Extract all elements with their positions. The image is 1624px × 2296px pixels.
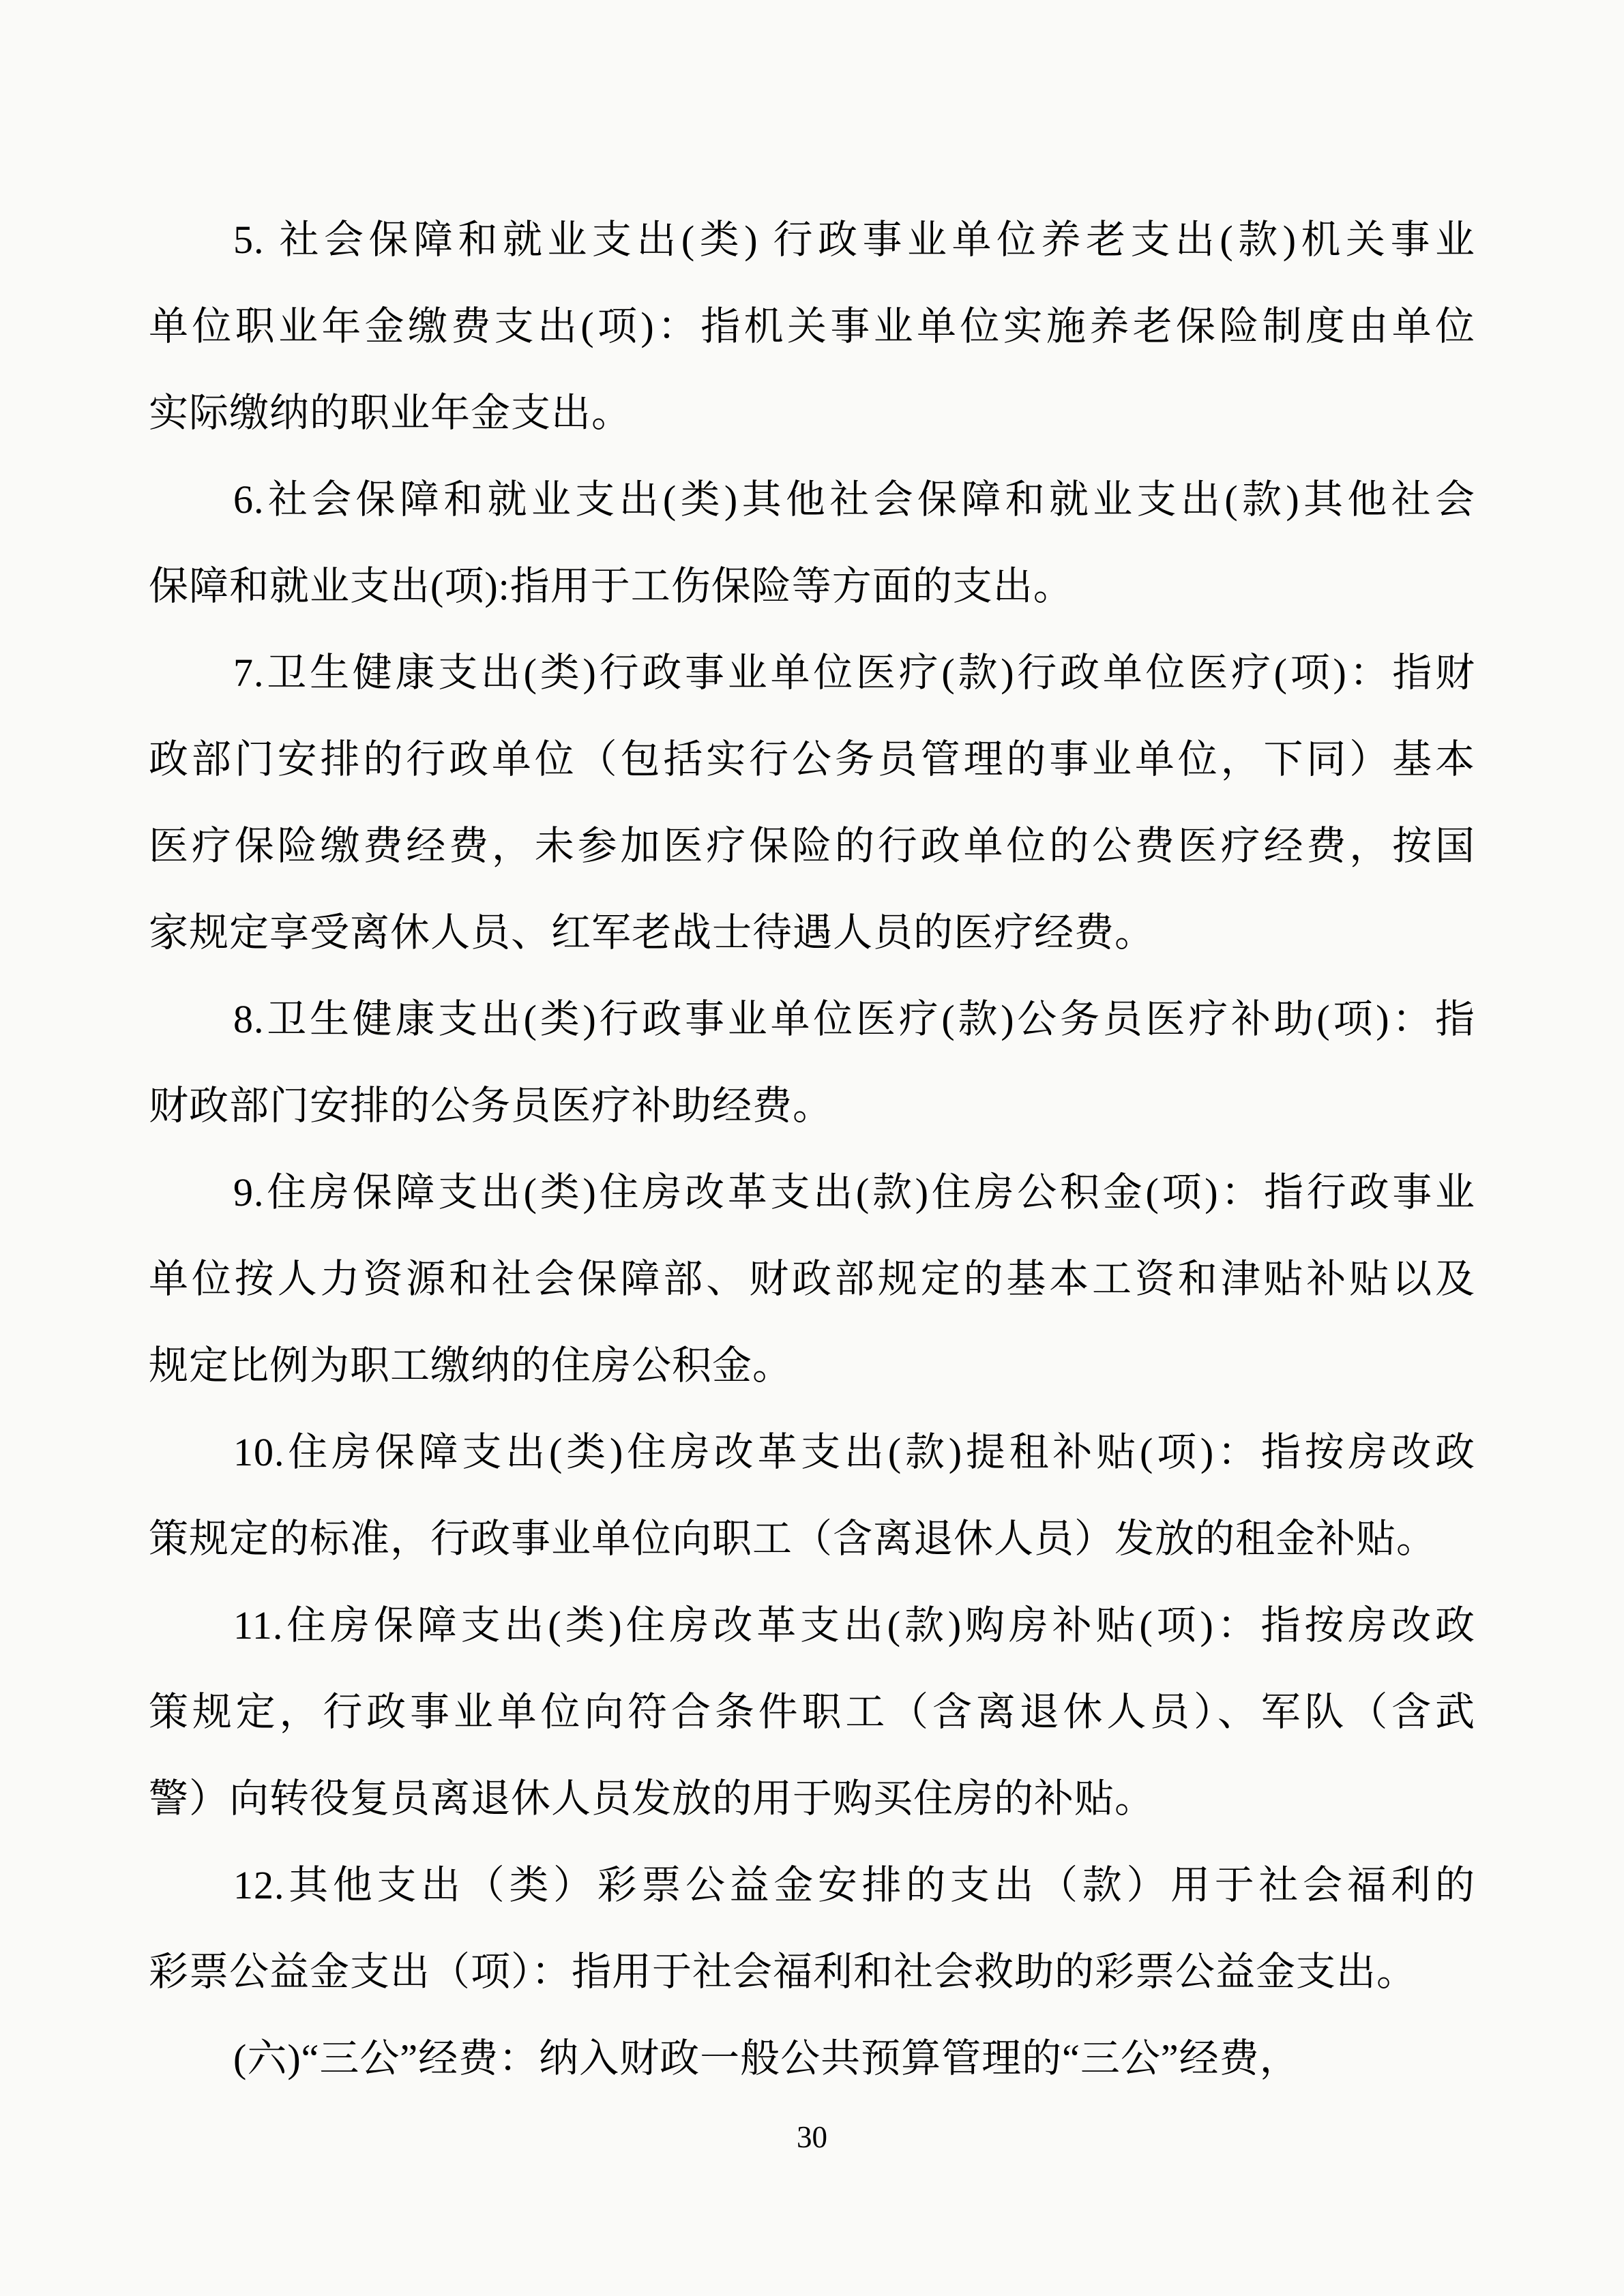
text-line: 实际缴纳的职业年金支出。	[149, 391, 632, 435]
paragraph-item-9	[149, 1149, 1475, 1409]
text-line: 政部门安排的行政单位（包括实行公务员管理的事业单位，下同）基本	[149, 737, 1475, 781]
document-body	[149, 196, 1475, 2102]
paragraph-item-7	[149, 629, 1475, 976]
text-line: 警）向转役复员离退休人员发放的用于购买住房的补贴。	[149, 1776, 1155, 1821]
text-line: 10.住房保障支出(类)住房改革支出(款)提租补贴(项)：指按房改政	[233, 1430, 1475, 1474]
text-line: 保障和就业支出(项):指用于工伤保险等方面的支出。	[149, 564, 1074, 608]
text-line: 单位职业年金缴费支出(项)：指机关事业单位实施养老保险制度由单位	[149, 304, 1475, 348]
text-line: (六)“三公”经费：纳入财政一般公共预算管理的“三公”经费，	[233, 2036, 1300, 2081]
text-line: 8.卫生健康支出(类)行政事业单位医疗(款)公务员医疗补助(项)：指	[233, 997, 1475, 1041]
text-line: 11.住房保障支出(类)住房改革支出(款)购房补贴(项)：指按房改政	[233, 1603, 1475, 1648]
text-line: 5. 社会保障和就业支出(类) 行政事业单位养老支出(款)机关事业	[233, 218, 1475, 262]
paragraph-item-8	[149, 976, 1475, 1149]
paragraph-item-5	[149, 196, 1475, 456]
text-line: 医疗保险缴费经费，未参加医疗保险的行政单位的公费医疗经费，按国	[149, 824, 1475, 868]
page-number: 30	[797, 2120, 827, 2154]
paragraph-item-12	[149, 1842, 1475, 2015]
text-line: 彩票公益金支出（项）：指用于社会福利和社会救助的彩票公益金支出。	[149, 1950, 1417, 1994]
text-line: 财政部门安排的公务员医疗补助经费。	[149, 1084, 833, 1128]
text-line: 单位按人力资源和社会保障部、财政部规定的基本工资和津贴补贴以及	[149, 1257, 1475, 1301]
text-line: 7.卫生健康支出(类)行政事业单位医疗(款)行政单位医疗(项)：指财	[233, 651, 1475, 695]
text-line: 策规定，行政事业单位向符合条件职工（含离退休人员）、军队（含武	[149, 1690, 1475, 1734]
text-line: 12.其他支出（类）彩票公益金安排的支出（款）用于社会福利的	[233, 1863, 1475, 1907]
paragraph-item-11	[149, 1582, 1475, 1842]
text-line: 6.社会保障和就业支出(类)其他社会保障和就业支出(款)其他社会	[233, 477, 1475, 522]
paragraph-item-6	[149, 456, 1475, 629]
paragraph-section-6	[149, 2015, 1475, 2102]
text-line: 规定比例为职工缴纳的住房公积金。	[149, 1343, 793, 1388]
text-line: 9.住房保障支出(类)住房改革支出(款)住房公积金(项)：指行政事业	[233, 1170, 1475, 1214]
text-line: 策规定的标准，行政事业单位向职工（含离退休人员）发放的租金补贴。	[149, 1517, 1437, 1561]
text-line: 家规定享受离休人员、红军老战士待遇人员的医疗经费。	[149, 910, 1155, 955]
paragraph-item-10	[149, 1409, 1475, 1582]
